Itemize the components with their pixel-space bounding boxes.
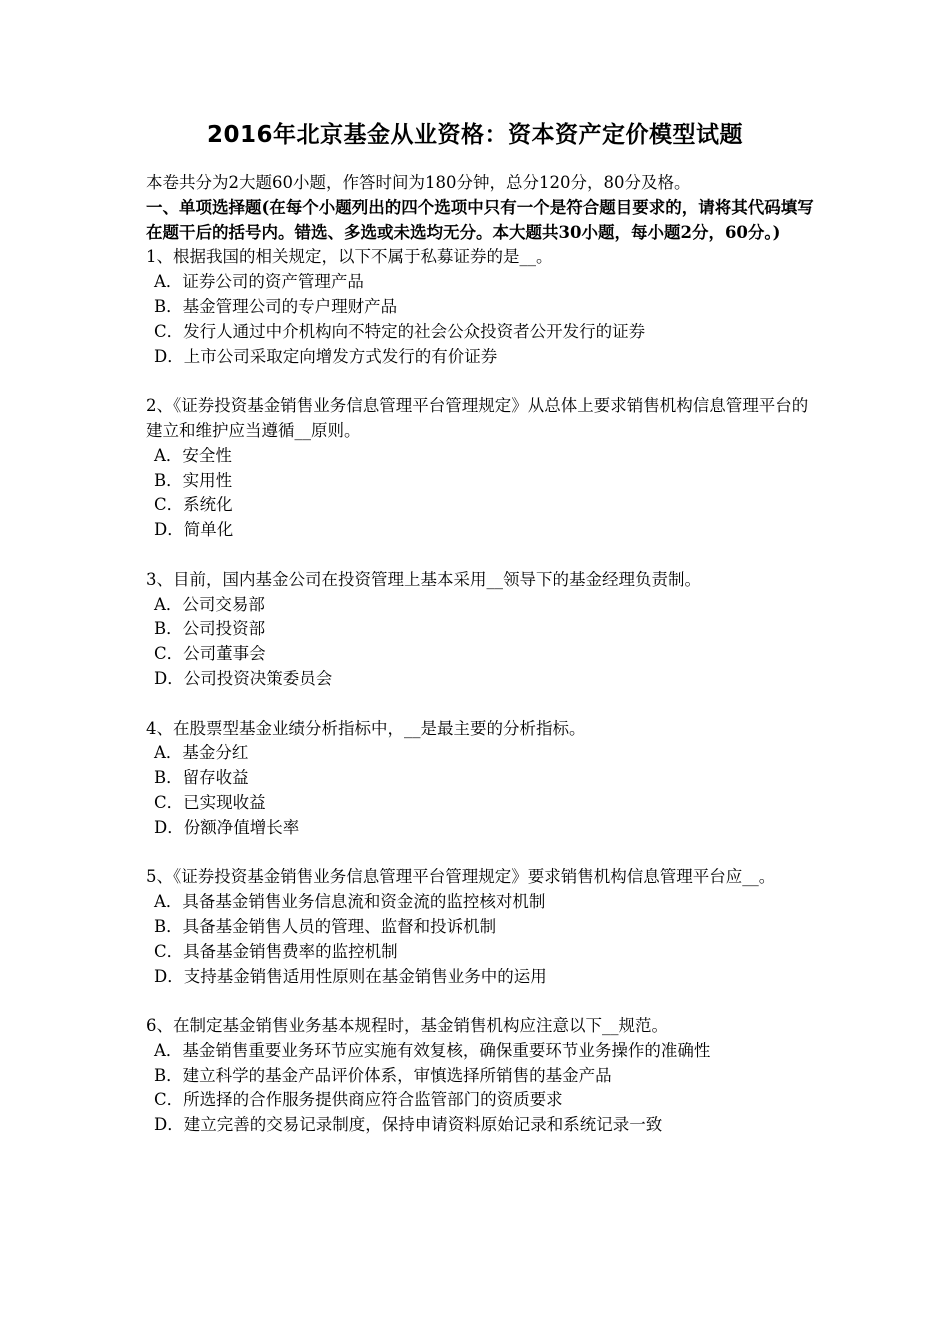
question-stem: 5、《证券投资基金销售业务信息管理平台管理规定》要求销售机构信息管理平台应__。: [146, 867, 776, 887]
section-heading: 一、单项选择题(在每个小题列出的四个选项中只有一个是符合题目要求的，请将其代码填写在题干后的括号内。错选、多选或未选均无分。本大题共30小题，每小题2分，60分。): [146, 197, 814, 242]
option-a: A．基金分红: [154, 743, 249, 763]
spacer: [146, 543, 816, 568]
option-c: C．发行人通过中介机构向不特定的社会公众投资者公开发行的证券: [154, 321, 646, 341]
option-d: D．建立完善的交易记录制度，保持申请资料原始记录和系统记录一致: [154, 1115, 663, 1135]
option-c: C．已实现收益: [154, 792, 266, 812]
option-a: A．证券公司的资产管理产品: [154, 272, 364, 292]
option-c: C．具备基金销售费率的监控机制: [154, 941, 398, 961]
option-d: D．支持基金销售适用性原则在基金销售业务中的运用: [154, 966, 547, 986]
option-b: B．基金管理公司的专户理财产品: [154, 296, 398, 316]
option-d: D．上市公司采取定向增发方式发行的有价证券: [154, 346, 498, 366]
document-body: [146, 171, 816, 1138]
question-6: [146, 1014, 816, 1138]
question-stem: 4、在股票型基金业绩分析指标中，__是最主要的分析指标。: [146, 718, 586, 738]
question-1: [146, 245, 816, 369]
question-stem: 3、目前，国内基金公司在投资管理上基本采用__领导下的基金经理负责制。: [146, 569, 701, 589]
option-d: D．公司投资决策委员会: [154, 668, 333, 688]
question-stem: 1、根据我国的相关规定，以下不属于私募证券的是__。: [146, 247, 553, 267]
spacer: [146, 989, 816, 1014]
spacer: [146, 692, 816, 717]
option-c: C．公司董事会: [154, 644, 266, 664]
option-b: B．公司投资部: [154, 619, 266, 639]
question-stem: 2、《证券投资基金销售业务信息管理平台管理规定》从总体上要求销售机构信息管理平台的建立和维护应当遵循__原则。: [146, 396, 809, 440]
page-title: 2016年北京基金从业资格：资本资产定价模型试题: [206, 122, 743, 148]
option-b: B．建立科学的基金产品评价体系，审慎选择所销售的基金产品: [154, 1065, 612, 1085]
question-4: [146, 717, 816, 841]
question-2: [146, 394, 816, 543]
option-a: A．具备基金销售业务信息流和资金流的监控核对机制: [154, 892, 546, 912]
question-stem: 6、在制定基金销售业务基本规程时，基金销售机构应注意以下__规范。: [146, 1016, 668, 1036]
spacer: [146, 369, 816, 394]
question-5: [146, 865, 816, 989]
option-c: C．所选择的合作服务提供商应符合监管部门的资质要求: [154, 1090, 563, 1110]
question-3: [146, 568, 816, 692]
spacer: [146, 841, 816, 866]
option-d: D．份额净值增长率: [154, 817, 300, 837]
exam-intro: 本卷共分为2大题60小题，作答时间为180分钟，总分120分，80分及格。: [146, 173, 691, 192]
option-c: C．系统化: [154, 495, 233, 515]
option-a: A．基金销售重要业务环节应实施有效复核，确保重要环节业务操作的准确性: [154, 1040, 711, 1060]
option-d: D．简单化: [154, 520, 234, 540]
option-b: B．具备基金销售人员的管理、监督和投诉机制: [154, 916, 497, 936]
option-b: B．留存收益: [154, 768, 249, 788]
option-a: A．公司交易部: [154, 594, 265, 614]
option-a: A．安全性: [154, 445, 232, 465]
option-b: B．实用性: [154, 470, 233, 490]
